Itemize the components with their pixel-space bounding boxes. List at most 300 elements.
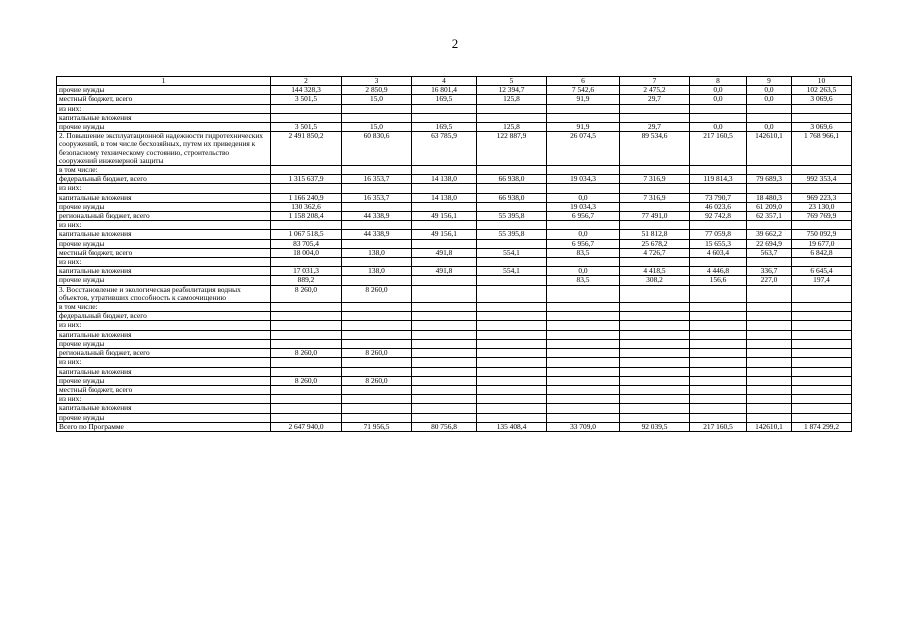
value-cell	[547, 358, 620, 367]
value-cell: 83 705,4	[271, 239, 342, 248]
value-cell	[412, 385, 477, 394]
value-cell	[792, 367, 852, 376]
value-cell: 80 756,8	[412, 422, 477, 431]
value-cell: 7 542,6	[547, 86, 620, 95]
value-cell: 122 887,9	[477, 132, 547, 166]
value-cell	[792, 258, 852, 267]
value-cell	[620, 166, 690, 175]
value-cell	[271, 385, 342, 394]
value-cell: 39 662,2	[747, 230, 792, 239]
value-cell	[477, 285, 547, 302]
table-row	[57, 413, 852, 422]
value-cell	[690, 312, 747, 321]
column-number-header: 3	[342, 77, 412, 86]
value-cell	[690, 166, 747, 175]
value-cell	[747, 385, 792, 394]
row-label: капитальные вложения	[57, 367, 271, 376]
value-cell	[747, 321, 792, 330]
value-cell	[547, 376, 620, 385]
value-cell	[271, 184, 342, 193]
value-cell	[690, 303, 747, 312]
page-number: 2	[451, 36, 459, 51]
value-cell: 91,9	[547, 95, 620, 104]
value-cell	[342, 321, 412, 330]
value-cell	[792, 303, 852, 312]
value-cell	[477, 258, 547, 267]
value-cell: 18 480,3	[747, 193, 792, 202]
value-cell	[271, 358, 342, 367]
value-cell: 197,4	[792, 276, 852, 285]
value-cell: 51 812,8	[620, 230, 690, 239]
table-row	[57, 395, 852, 404]
value-cell	[792, 376, 852, 385]
value-cell: 169,5	[412, 95, 477, 104]
row-label: прочие нужды	[57, 339, 271, 348]
table-row	[57, 330, 852, 339]
row-label: в том числе:	[57, 303, 271, 312]
value-cell: 227,0	[747, 276, 792, 285]
value-cell	[477, 184, 547, 193]
value-cell	[547, 395, 620, 404]
value-cell	[792, 385, 852, 394]
value-cell	[620, 404, 690, 413]
value-cell	[271, 312, 342, 321]
table-row	[57, 113, 852, 122]
value-cell	[747, 349, 792, 358]
table-row	[57, 221, 852, 230]
value-cell	[412, 358, 477, 367]
value-cell	[412, 330, 477, 339]
column-number-header: 8	[690, 77, 747, 86]
value-cell	[690, 258, 747, 267]
column-number-header: 1	[57, 77, 271, 86]
table-row	[57, 312, 852, 321]
value-cell	[690, 358, 747, 367]
value-cell	[477, 321, 547, 330]
value-cell	[412, 303, 477, 312]
value-cell	[342, 358, 412, 367]
value-cell	[271, 221, 342, 230]
value-cell	[747, 312, 792, 321]
value-cell: 563,7	[747, 248, 792, 257]
table-row	[57, 339, 852, 348]
value-cell	[747, 404, 792, 413]
value-cell	[792, 404, 852, 413]
row-label: капитальные вложения	[57, 113, 271, 122]
value-cell: 18 004,0	[271, 248, 342, 257]
value-cell	[477, 276, 547, 285]
value-cell	[690, 104, 747, 113]
table-row	[57, 422, 852, 431]
value-cell: 6 842,8	[792, 248, 852, 257]
value-cell: 2 647 940,0	[271, 422, 342, 431]
value-cell: 66 938,0	[477, 175, 547, 184]
value-cell: 8 260,0	[342, 349, 412, 358]
value-cell	[412, 184, 477, 193]
value-cell	[477, 339, 547, 348]
value-cell	[792, 166, 852, 175]
value-cell	[620, 258, 690, 267]
value-cell	[792, 221, 852, 230]
row-label: местный бюджет, всего	[57, 95, 271, 104]
value-cell	[342, 166, 412, 175]
value-cell	[547, 258, 620, 267]
value-cell	[747, 367, 792, 376]
value-cell	[342, 258, 412, 267]
value-cell	[747, 303, 792, 312]
value-cell: 15,0	[342, 123, 412, 132]
value-cell	[547, 113, 620, 122]
value-cell: 2 475,2	[620, 86, 690, 95]
value-cell	[620, 349, 690, 358]
value-cell	[792, 330, 852, 339]
value-cell	[547, 404, 620, 413]
table-row	[57, 95, 852, 104]
value-cell	[477, 395, 547, 404]
value-cell: 17 031,3	[271, 267, 342, 276]
value-cell: 23 130,0	[792, 202, 852, 211]
value-cell	[412, 321, 477, 330]
value-cell	[547, 339, 620, 348]
value-cell: 92 742,8	[690, 212, 747, 221]
value-cell	[412, 258, 477, 267]
value-cell: 77 059,8	[690, 230, 747, 239]
value-cell	[271, 367, 342, 376]
table-row	[57, 175, 852, 184]
value-cell	[271, 330, 342, 339]
row-label: капитальные вложения	[57, 267, 271, 276]
value-cell	[477, 312, 547, 321]
value-cell: 0,0	[547, 193, 620, 202]
value-cell: 83,5	[547, 248, 620, 257]
value-cell: 217 160,5	[690, 132, 747, 166]
value-cell: 554,1	[477, 248, 547, 257]
value-cell	[412, 239, 477, 248]
column-number-header: 2	[271, 77, 342, 86]
value-cell	[620, 303, 690, 312]
value-cell	[412, 404, 477, 413]
value-cell	[747, 258, 792, 267]
value-cell: 169,5	[412, 123, 477, 132]
value-cell	[747, 166, 792, 175]
value-cell	[412, 367, 477, 376]
value-cell	[547, 312, 620, 321]
value-cell: 8 260,0	[271, 349, 342, 358]
value-cell	[747, 358, 792, 367]
value-cell	[412, 202, 477, 211]
value-cell: 491,8	[412, 267, 477, 276]
value-cell: 992 353,4	[792, 175, 852, 184]
value-cell	[412, 395, 477, 404]
value-cell: 1 768 966,1	[792, 132, 852, 166]
value-cell: 15,0	[342, 95, 412, 104]
value-cell: 554,1	[477, 267, 547, 276]
value-cell	[547, 413, 620, 422]
value-cell: 119 814,3	[690, 175, 747, 184]
value-cell	[342, 276, 412, 285]
value-cell	[477, 113, 547, 122]
value-cell	[547, 221, 620, 230]
value-cell: 2 850,9	[342, 86, 412, 95]
row-label: прочие нужды	[57, 276, 271, 285]
value-cell	[342, 367, 412, 376]
value-cell	[477, 404, 547, 413]
value-cell	[477, 413, 547, 422]
value-cell: 1 874 299,2	[792, 422, 852, 431]
value-cell	[477, 202, 547, 211]
value-cell	[412, 376, 477, 385]
row-label: прочие нужды	[57, 413, 271, 422]
value-cell: 491,8	[412, 248, 477, 257]
table-row	[57, 230, 852, 239]
value-cell: 2 491 850,2	[271, 132, 342, 166]
table-row	[57, 86, 852, 95]
value-cell: 1 166 240,9	[271, 193, 342, 202]
row-label: из них:	[57, 358, 271, 367]
value-cell	[690, 113, 747, 122]
value-cell	[792, 413, 852, 422]
value-cell: 66 938,0	[477, 193, 547, 202]
value-cell	[547, 303, 620, 312]
table-row	[57, 104, 852, 113]
value-cell: 138,0	[342, 248, 412, 257]
table-row	[57, 404, 852, 413]
value-cell: 14 138,0	[412, 193, 477, 202]
row-label: федеральный бюджет, всего	[57, 312, 271, 321]
value-cell: 19 034,3	[547, 175, 620, 184]
value-cell: 8 260,0	[342, 376, 412, 385]
row-label: прочие нужды	[57, 202, 271, 211]
value-cell: 55 395,8	[477, 212, 547, 221]
value-cell	[747, 285, 792, 302]
value-cell: 29,7	[620, 123, 690, 132]
value-cell	[342, 184, 412, 193]
value-cell	[342, 339, 412, 348]
value-cell	[690, 385, 747, 394]
value-cell: 91,9	[547, 123, 620, 132]
value-cell: 26 074,5	[547, 132, 620, 166]
value-cell: 19 677,0	[792, 239, 852, 248]
value-cell	[792, 184, 852, 193]
value-cell: 8 260,0	[271, 376, 342, 385]
value-cell	[547, 321, 620, 330]
row-label: капитальные вложения	[57, 193, 271, 202]
value-cell	[690, 184, 747, 193]
value-cell: 3 069,6	[792, 123, 852, 132]
value-cell	[477, 330, 547, 339]
value-cell: 29,7	[620, 95, 690, 104]
value-cell	[271, 303, 342, 312]
value-cell	[547, 184, 620, 193]
value-cell: 46 023,6	[690, 202, 747, 211]
value-cell: 1 067 518,5	[271, 230, 342, 239]
value-cell: 14 138,0	[412, 175, 477, 184]
table-header-row	[57, 77, 852, 86]
row-label: из них:	[57, 321, 271, 330]
value-cell	[412, 349, 477, 358]
value-cell: 4 446,8	[690, 267, 747, 276]
value-cell	[271, 413, 342, 422]
value-cell	[342, 202, 412, 211]
value-cell: 142610,1	[747, 132, 792, 166]
value-cell: 130 362,6	[271, 202, 342, 211]
row-label: прочие нужды	[57, 239, 271, 248]
row-label: капитальные вложения	[57, 404, 271, 413]
value-cell: 4 603,4	[690, 248, 747, 257]
value-cell	[620, 376, 690, 385]
value-cell: 92 039,5	[620, 422, 690, 431]
value-cell	[620, 395, 690, 404]
budget-table	[56, 76, 852, 432]
value-cell	[477, 358, 547, 367]
value-cell	[620, 321, 690, 330]
table-row	[57, 349, 852, 358]
value-cell	[690, 349, 747, 358]
value-cell: 71 956,5	[342, 422, 412, 431]
value-cell: 73 790,7	[690, 193, 747, 202]
value-cell: 22 694,9	[747, 239, 792, 248]
value-cell: 79 689,3	[747, 175, 792, 184]
value-cell	[342, 395, 412, 404]
value-cell: 7 316,9	[620, 193, 690, 202]
value-cell: 33 709,0	[547, 422, 620, 431]
value-cell	[690, 404, 747, 413]
value-cell	[620, 339, 690, 348]
value-cell	[747, 184, 792, 193]
value-cell	[747, 104, 792, 113]
table-row	[57, 184, 852, 193]
value-cell: 8 260,0	[342, 285, 412, 302]
table-row	[57, 123, 852, 132]
table-row	[57, 239, 852, 248]
value-cell	[477, 221, 547, 230]
value-cell	[342, 385, 412, 394]
value-cell: 1 315 637,9	[271, 175, 342, 184]
value-cell	[412, 166, 477, 175]
table-row	[57, 166, 852, 175]
value-cell: 62 357,1	[747, 212, 792, 221]
value-cell	[792, 113, 852, 122]
value-cell	[342, 404, 412, 413]
value-cell	[412, 221, 477, 230]
value-cell	[342, 413, 412, 422]
value-cell: 4 726,7	[620, 248, 690, 257]
column-number-header: 9	[747, 77, 792, 86]
value-cell: 55 395,8	[477, 230, 547, 239]
table-row	[57, 132, 852, 166]
value-cell	[620, 385, 690, 394]
value-cell	[342, 330, 412, 339]
table-row	[57, 267, 852, 276]
value-cell	[412, 104, 477, 113]
value-cell: 63 785,9	[412, 132, 477, 166]
value-cell: 60 830,6	[342, 132, 412, 166]
value-cell: 0,0	[747, 123, 792, 132]
value-cell	[342, 113, 412, 122]
value-cell	[792, 104, 852, 113]
value-cell: 6 956,7	[547, 239, 620, 248]
row-label: прочие нужды	[57, 123, 271, 132]
value-cell: 49 156,1	[412, 230, 477, 239]
value-cell: 89 534,6	[620, 132, 690, 166]
value-cell: 16 353,7	[342, 193, 412, 202]
value-cell	[792, 349, 852, 358]
row-label: 3. Восстановление и экологическая реабилитация водных объектов, утративших способность к самоочищению	[57, 285, 271, 302]
row-label: из них:	[57, 184, 271, 193]
row-label: из них:	[57, 104, 271, 113]
value-cell	[620, 367, 690, 376]
value-cell: 16 353,7	[342, 175, 412, 184]
value-cell	[747, 395, 792, 404]
value-cell: 308,2	[620, 276, 690, 285]
value-cell	[477, 239, 547, 248]
value-cell: 0,0	[747, 86, 792, 95]
value-cell: 135 408,4	[477, 422, 547, 431]
row-label: прочие нужды	[57, 376, 271, 385]
row-label: местный бюджет, всего	[57, 385, 271, 394]
row-label: местный бюджет, всего	[57, 248, 271, 257]
value-cell	[747, 113, 792, 122]
value-cell	[620, 358, 690, 367]
value-cell: 16 801,4	[412, 86, 477, 95]
value-cell	[412, 339, 477, 348]
value-cell	[342, 104, 412, 113]
row-label: федеральный бюджет, всего	[57, 175, 271, 184]
table-row	[57, 248, 852, 257]
table-row	[57, 321, 852, 330]
table-row	[57, 285, 852, 302]
value-cell: 6 956,7	[547, 212, 620, 221]
value-cell	[690, 339, 747, 348]
value-cell	[620, 312, 690, 321]
value-cell: 44 338,9	[342, 212, 412, 221]
value-cell: 125,8	[477, 95, 547, 104]
value-cell	[477, 385, 547, 394]
value-cell: 3 069,6	[792, 95, 852, 104]
value-cell	[690, 395, 747, 404]
value-cell	[547, 330, 620, 339]
value-cell	[690, 285, 747, 302]
value-cell	[792, 312, 852, 321]
value-cell: 3 501,5	[271, 95, 342, 104]
table-row	[57, 258, 852, 267]
value-cell	[747, 413, 792, 422]
value-cell	[477, 376, 547, 385]
table-row	[57, 202, 852, 211]
value-cell	[690, 321, 747, 330]
value-cell	[620, 413, 690, 422]
value-cell: 750 092,9	[792, 230, 852, 239]
value-cell	[412, 413, 477, 422]
value-cell: 0,0	[690, 86, 747, 95]
value-cell: 3 501,5	[271, 123, 342, 132]
value-cell	[412, 113, 477, 122]
row-label: региональный бюджет, всего	[57, 212, 271, 221]
value-cell	[620, 285, 690, 302]
value-cell: 769 769,9	[792, 212, 852, 221]
value-cell	[547, 104, 620, 113]
value-cell: 889,2	[271, 276, 342, 285]
value-cell	[271, 404, 342, 413]
table-row	[57, 376, 852, 385]
row-label: капитальные вложения	[57, 330, 271, 339]
row-label: из них:	[57, 258, 271, 267]
value-cell	[271, 321, 342, 330]
value-cell	[271, 395, 342, 404]
value-cell: 4 418,5	[620, 267, 690, 276]
table-row	[57, 303, 852, 312]
value-cell	[620, 221, 690, 230]
